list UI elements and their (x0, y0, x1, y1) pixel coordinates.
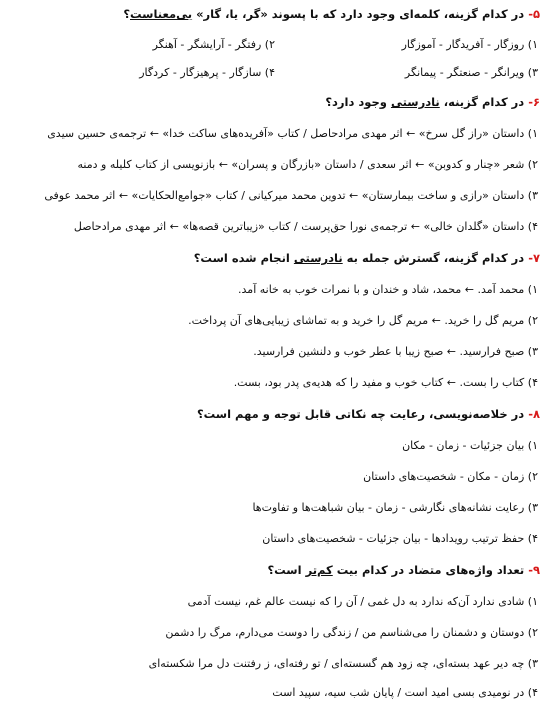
question-8-title (10, 407, 540, 421)
question-number: ۷- (528, 251, 540, 265)
question-text-end: وجود دارد؟ (325, 95, 391, 109)
option-4[interactable]: ۴) سازگار - پرهیزگار - کردگار (139, 66, 275, 79)
question-underlined-word: کم‌تر (305, 563, 333, 577)
option-4[interactable]: ۴) کتاب را بست. ← کتاب خوب و مفید را که هدیه‌ی پدر بود، بست. (233, 376, 538, 389)
option-1[interactable]: ۱) محمد آمد. ← محمد، شاد و خندان و با نمرات خوب به خانه آمد. (238, 283, 538, 296)
option-3[interactable]: ۳) داستان «رازی و ساخت بیمارستان» ← تدوین محمد میرکیانی / کتاب «جوامع‌الحکایات» ← اثر محمد عوفی (44, 189, 538, 202)
question-9-title (10, 563, 540, 577)
question-underlined-word: بی‌معناست (130, 7, 193, 21)
question-6-title (10, 95, 540, 109)
question-text: در کدام گزینه، کلمه‌ای وجود دارد که با پسوند «گر، یا، گار» (192, 7, 525, 21)
option-3[interactable]: ۳) چه دیر عهد بسته‌ای، چه زود هم گسسته‌ای / تو رفته‌ای، ز رفتنت دل مرا شکسته‌ای (148, 657, 538, 670)
question-number: ۵- (528, 7, 540, 21)
question-text: در کدام گزینه، (439, 95, 525, 109)
option-2[interactable]: ۲) مریم گل را خرید. ← مریم گل را خرید و به تماشای زیبایی‌های آن پرداخت. (188, 314, 538, 327)
question-text: تعداد واژه‌های متضاد در کدام بیت (332, 563, 525, 577)
question-number: ۹- (528, 563, 540, 577)
question-text-end: انجام شده است؟ (193, 251, 294, 265)
option-2[interactable]: ۲) دوستان و دشمنان را می‌شناسم من / زندگی را دوست می‌دارم، مرگ را دشمن (165, 626, 538, 639)
option-2[interactable]: ۲) شعر «چنار و کدوبن» ← اثر سعدی / داستان «بازرگان و پسران» ← بازنویسی از کتاب کلیله و دمنه (77, 158, 538, 171)
option-2[interactable]: ۲) زمان - مکان - شخصیت‌های داستان (363, 470, 538, 483)
question-7-title (10, 251, 540, 265)
question-text-end: ؟ (123, 7, 130, 21)
option-2[interactable]: ۲) رفتگر - آرایشگر - آهنگر (152, 38, 275, 51)
question-underlined-word: نادرستی (293, 251, 343, 265)
question-number: ۶- (528, 95, 540, 109)
option-4[interactable]: ۴) داستان «گلدان خالی» ← ترجمه‌ی نورا حق‌پرست / کتاب «زیباترین قصه‌ها» ← اثر مهدی مرادحاصل (73, 220, 538, 233)
question-text: در خلاصه‌نویسی، رعایت چه نکاتی قابل توجه و مهم است؟ (196, 407, 525, 421)
option-3[interactable]: ۳) صبح فرارسید. ← صبح زیبا با عطر خوب و دلنشین فرارسید. (253, 345, 538, 358)
option-1[interactable]: ۱) روزگار - آفریدگار - آموزگار (401, 38, 538, 51)
option-1[interactable]: ۱) داستان «راز گل سرخ» ← اثر مهدی مرادحاصل / کتاب «آفریده‌های ساکت خدا» ← ترجمه‌ی حسین سیدی (47, 127, 538, 140)
question-text-end: است؟ (267, 563, 306, 577)
question-5-title (10, 7, 540, 21)
question-text: در کدام گزینه، گسترش جمله به (342, 251, 525, 265)
question-number: ۸- (528, 407, 540, 421)
option-3[interactable]: ۳) ویرانگر - صنعتگر - پیمانگر (404, 66, 538, 79)
option-3[interactable]: ۳) رعایت نشانه‌های نگارشی - زمان - بیان شباهت‌ها و تفاوت‌ها (252, 501, 538, 514)
option-1[interactable]: ۱) بیان جزئیات - زمان - مکان (402, 439, 538, 452)
option-4[interactable]: ۴) حفظ ترتیب رویدادها - بیان جزئیات - شخصیت‌های داستان (262, 532, 538, 545)
question-underlined-word: نادرستی (390, 95, 440, 109)
option-4[interactable]: ۴) در نومیدی بسی امید است / پایان شب سیه، سپید است (272, 686, 538, 699)
option-1[interactable]: ۱) شادی ندارد آن‌که ندارد به دل غمی / آن را که نیست عالم غم، نیست آدمی (187, 595, 538, 608)
